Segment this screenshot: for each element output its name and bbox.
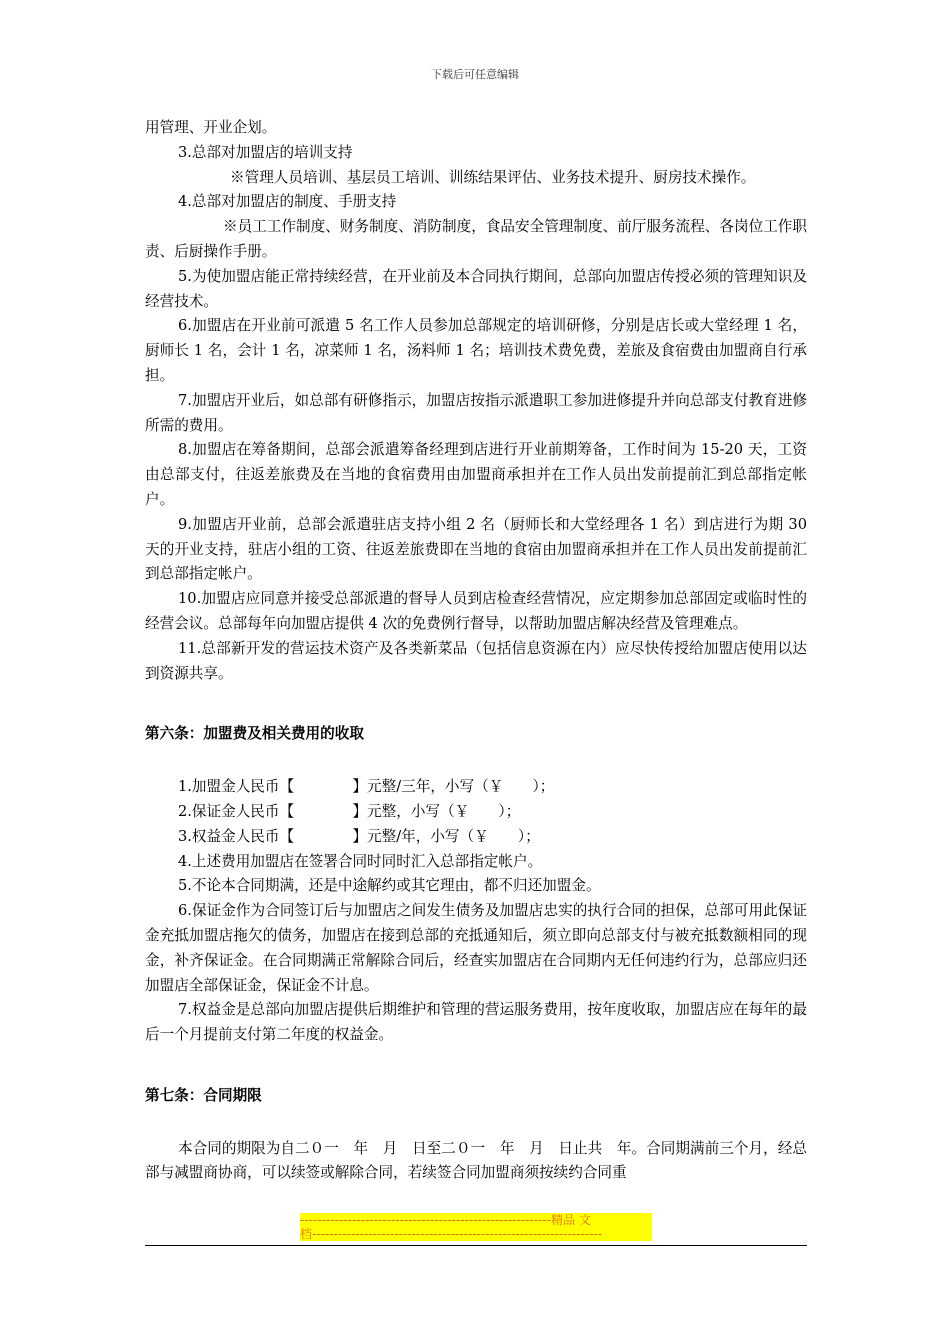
document-body: [145, 116, 807, 1186]
page-header: 下载后可任意编辑: [431, 68, 519, 81]
list-item: 9.加盟店开业前，总部会派遣驻店支持小组 2 名（厨师长和大堂经理各 1 名）到店进行为期 30 天的开业支持，驻店小组的工资、往返差旅费即在当地的食宿由加盟商承担并在工作人员出发前提前汇到总部指定帐户。: [145, 515, 807, 583]
article-6-title: 第六条：加盟费及相关费用的收取: [145, 725, 364, 743]
list-item-detail: ※管理人员培训、基层员工培训、训练结果评估、业务技术提升、厨房技术操作。: [230, 168, 756, 186]
footer-divider: [145, 1245, 807, 1246]
list-item: 8.加盟店在筹备期间，总部会派遣筹备经理到店进行开业前期筹备，工作时间为 15-20 天，工资由总部支付，往返差旅费及在当地的食宿费用由加盟商承担并在工作人员出发前提前汇到总部指定帐户。: [145, 441, 807, 508]
fee-line-royalty: 3.权益金人民币【 】元整/年，小写（￥ ）；: [178, 827, 540, 845]
list-item: 3.总部对加盟店的培训支持: [178, 143, 353, 161]
list-item: 6.加盟店在开业前可派遣 5 名工作人员参加总部规定的培训研修，分别是店长或大堂经理 1 名，厨师长 1 名，会计 1 名，凉菜师 1 名，汤料师 1 名；培训技术费免费，差旅及食宿费由加盟商自行承担。: [145, 317, 807, 384]
list-item: 4.总部对加盟店的制度、手册支持: [178, 193, 397, 211]
list-item: 11.总部新开发的营运技术资产及各类新菜品（包括信息资源在内）应尽快传授给加盟店使用以达到资源共享。: [145, 639, 807, 682]
article-7-title: 第七条：合同期限: [145, 1086, 262, 1104]
paragraph: 用管理、开业企划。: [145, 119, 277, 136]
list-item: 10.加盟店应同意并接受总部派遣的督导人员到店检查经营情况，应定期参加总部固定或临时性的经营会议。总部每年向加盟店提供 4 次的免费例行督导，以帮助加盟店解决经营及管理难点。: [145, 590, 807, 632]
list-item: 6.保证金作为合同签订后与加盟店之间发生债务及加盟店忠实的执行合同的担保，总部可用此保证金充抵加盟店拖欠的债务，加盟店在接到总部的充抵通知后，须立即向总部支付与被充抵数额相同的现金，补齐保证金。在合同期满正常解除合同后，经查实加盟店在合同期内无任何违约行为，总部应归还加盟店全部保证金，保证金不计息。: [145, 902, 807, 994]
fee-line-deposit: 2.保证金人民币【 】元整，小写（￥ ）；: [178, 802, 521, 820]
paragraph: 本合同的期限为自二０一 年 月 日至二０一 年 月 日止共 年。合同期满前三个月，经总部与减盟商协商，可以续签或解除合同，若续签合同加盟商须按续约合同重: [145, 1139, 807, 1182]
list-item-detail: ※员工工作制度、财务制度、消防制度，食品安全管理制度、前厅服务流程、各岗位工作职责、后厨操作手册。: [145, 218, 807, 260]
footer-line-1: ----------------------------------------------------------精品 文: [300, 1213, 591, 1227]
list-item: 4.上述费用加盟店在签署合同时同时汇入总部指定帐户。: [178, 852, 543, 870]
list-item: 5.为使加盟店能正常持续经营，在开业前及本合同执行期间，总部向加盟店传授必须的管理知识及经营技术。: [145, 267, 807, 310]
footer-line-2: 档-------------------------------------------------------------------: [300, 1227, 603, 1241]
fee-line-franchise: 1.加盟金人民币【 】元整/三年，小写（￥ ）；: [178, 778, 555, 796]
list-item: 5.不论本合同期满，还是中途解约或其它理由，都不归还加盟金。: [178, 877, 601, 895]
footer-watermark: [300, 1213, 652, 1241]
list-item: 7.加盟店开业后，如总部有研修指示，加盟店按指示派遣职工参加进修提升并向总部支付教育进修所需的费用。: [145, 391, 807, 434]
list-item: 7.权益金是总部向加盟店提供后期维护和管理的营运服务费用，按年度收取，加盟店应在每年的最后一个月提前支付第二年度的权益金。: [145, 1001, 807, 1044]
